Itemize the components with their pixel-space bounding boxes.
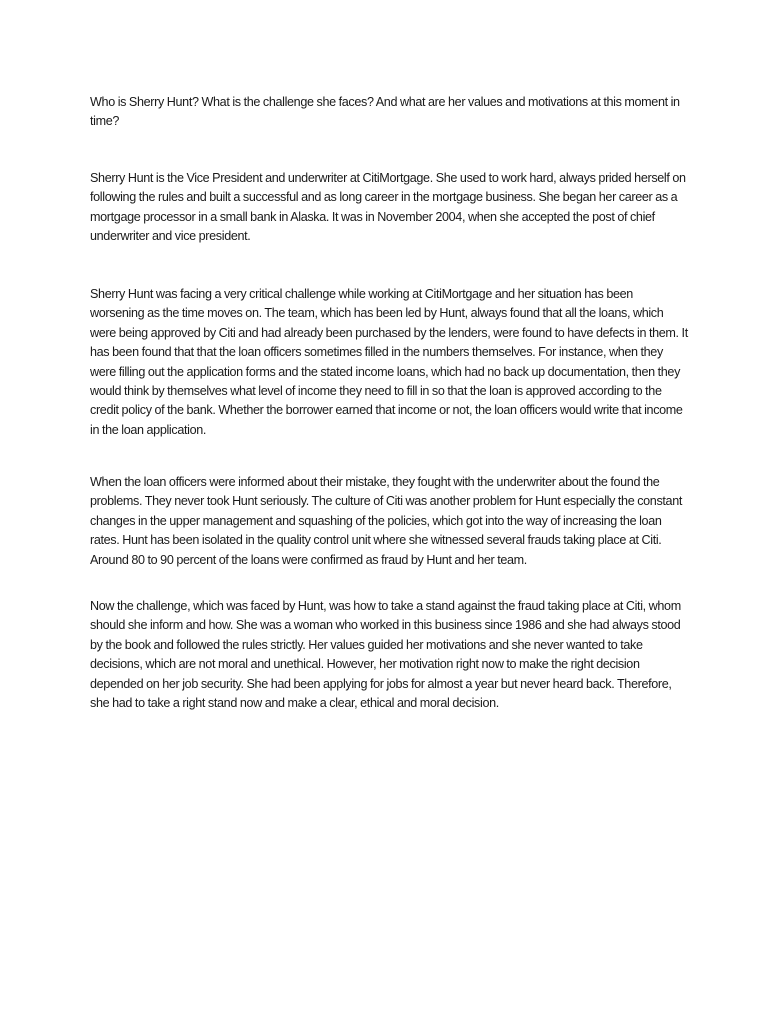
- conclusion-paragraph: Now the challenge, which was faced by Hunt, was how to take a stand against the fraud taking place at Citi, whom should she inform and how. She was a woman who worked in this business since 1986 and she had always stood by the book and followed the rules strictly. Her values guided her motivations and she never wanted to take decisions, which are not moral and unethical. However, her motivation right now to make the right decision depended on her job security. She had been applying for jobs for almost a year but never heard back. Therefore, she had to take a right stand now and make a clear, ethical and moral decision.: [90, 599, 681, 711]
- intro-paragraph: Sherry Hunt is the Vice President and underwriter at CitiMortgage. She used to work hard, always prided herself on following the rules and built a successful and as long career in the mortgage business. She began her career as a mortgage processor in a small bank in Alaska. It was in November 2004, when she accepted the post of chief underwriter and vice president.: [90, 171, 686, 244]
- challenge-paragraph: Sherry Hunt was facing a very critical challenge while working at CitiMortgage and her situation has been worsening as the time moves on. The team, which has been led by Hunt, always found that all the loans, which were being approved by Citi and had already been purchased by the lenders, were found to have defects in them. It has been found that that the loan officers sometimes filled in the numbers themselves. For instance, when they were filling out the application forms and the stated income loans, which had no back up documentation, then they would think by themselves what level of income they need to fill in so that the loan is approved according to the credit policy of the bank. Whether the borrower earned that income or not, the loan officers would write that income in the loan application.: [90, 287, 688, 437]
- question-paragraph: Who is Sherry Hunt? What is the challenge she faces? And what are her values and motivations at this moment in time?: [90, 95, 680, 129]
- culture-paragraph: When the loan officers were informed about their mistake, they fought with the underwriter about the found the problems. They never took Hunt seriously. The culture of Citi was another problem for Hunt especially the constant changes in the upper management and squashing of the policies, which got into the way of increasing the loan rates. Hunt has been isolated in the quality control unit where she witnessed several frauds taking place at Citi. Around 80 to 90 percent of the loans were confirmed as fraud by Hunt and her team.: [90, 475, 682, 567]
